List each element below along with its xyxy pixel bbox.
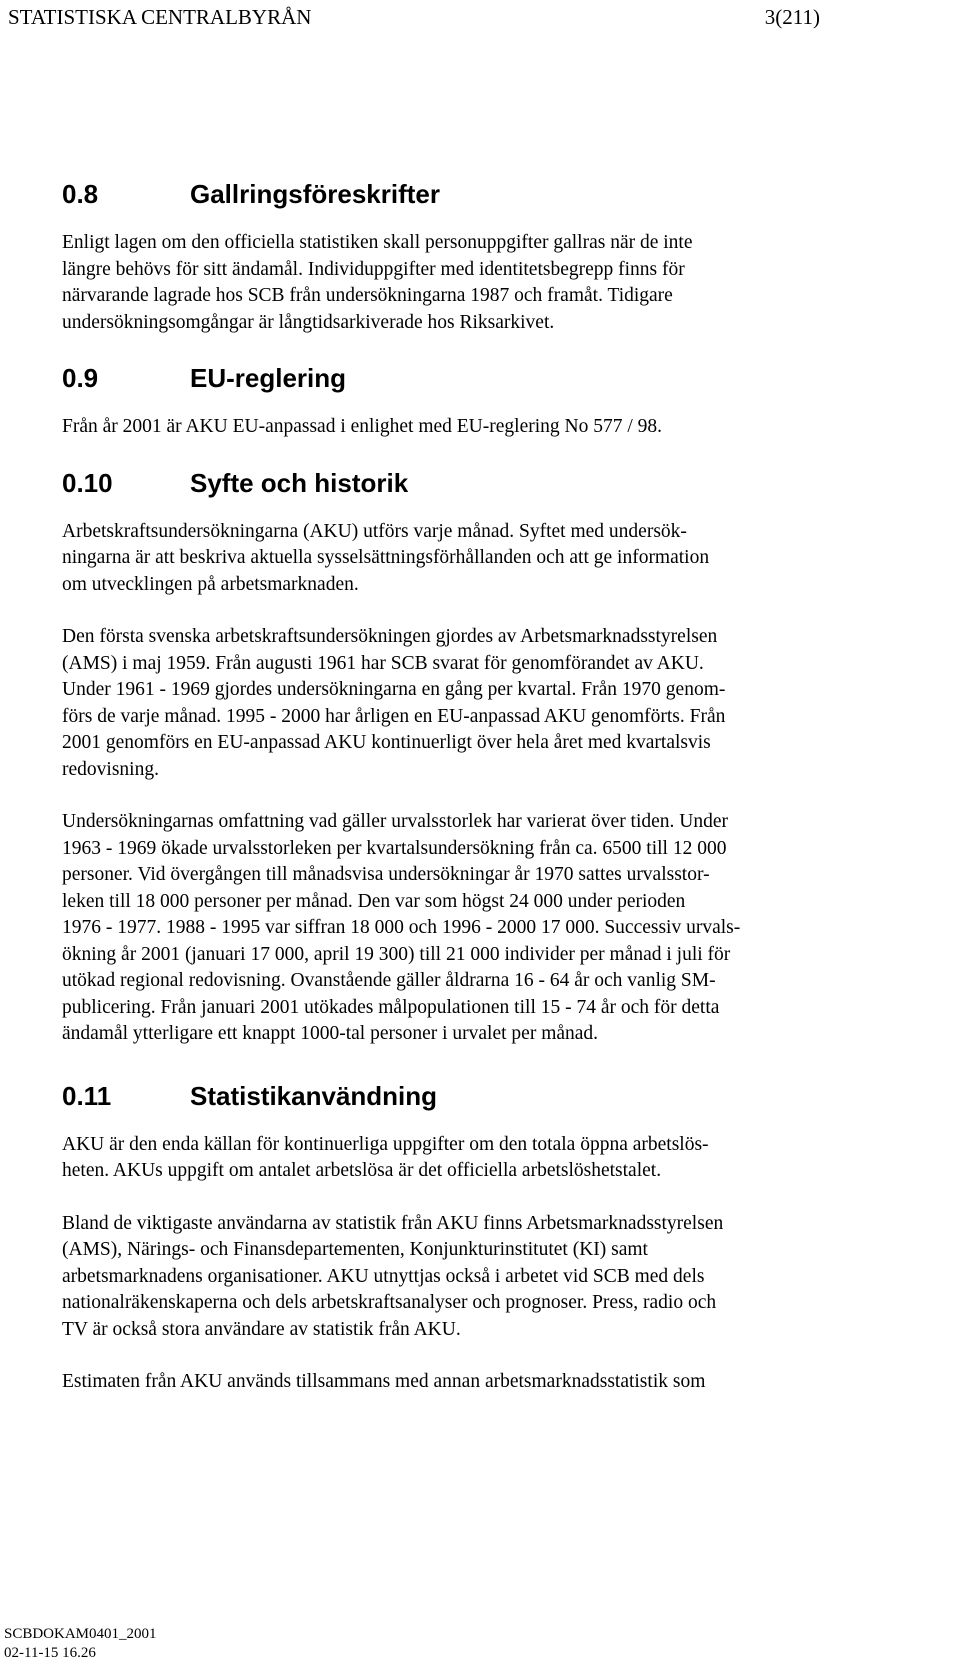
section-title: Statistikanvändning bbox=[190, 1080, 438, 1111]
section-number: 0.9 bbox=[62, 363, 99, 393]
section-number: 0.11 bbox=[62, 1080, 112, 1111]
section-heading-0-9 bbox=[62, 360, 942, 396]
paragraph: Den första svenska arbetskraftsundersökningen gjordes av Arbetsmarknadsstyrelsen (AMS) i maj 1959. Från augusti 1961 har SCB svarat för genomförandet av AKU. Under 1961 - 1969 gjordes undersökningarna en gång per kvartal. Från 1970 genom- förs de varje månad. 1995 - 2000 har årligen en EU-anpassad AKU genomförts. Från 2001 genomförs en EU-anpassad AKU kontinuerligt över hela året med kvartalsvis redovisning. bbox=[62, 626, 726, 780]
section-heading-0-8 bbox=[62, 176, 942, 212]
paragraph: Estimaten från AKU används tillsammans med annan arbetsmarknadsstatistik som bbox=[62, 1371, 706, 1392]
section-title: EU-reglering bbox=[190, 363, 347, 393]
section-number: 0.8 bbox=[62, 179, 99, 209]
section-title: Syfte och historik bbox=[190, 467, 409, 498]
paragraph: Enligt lagen om den officiella statistiken skall personuppgifter gallras när de inte längre behövs för sitt ändamål. Individuppgifter med identitetsbegrepp finns för närvarande lagrade hos SCB från undersökningarna 1987 och framåt. Tidigare undersökningsomgångar är långtidsarkiverade hos Riksarkivet. bbox=[62, 232, 693, 333]
section-title: Gallringsföreskrifter bbox=[190, 179, 440, 209]
page-footer bbox=[4, 1625, 157, 1663]
paragraph: AKU är den enda källan för kontinuerliga uppgifter om den totala öppna arbetslös- heten. AKUs uppgift om antalet arbetslösa är det officiella arbetslöshetstalet. bbox=[62, 1133, 709, 1181]
header-organization: STATISTISKA CENTRALBYRÅN bbox=[8, 5, 312, 29]
section-heading-0-10 bbox=[62, 465, 942, 501]
document-body bbox=[62, 176, 942, 1396]
paragraph: Arbetskraftsundersökningarna (AKU) utförs varje månad. Syftet med undersök- ningarna är att beskriva aktuella sysselsättningsförhållanden och att ge information om utvecklingen på arbetsmarknaden. bbox=[62, 520, 710, 595]
footer-date: 02-11-15 16.26 bbox=[4, 1645, 96, 1661]
footer-document-id: SCBDOKAM0401_2001 bbox=[4, 1626, 157, 1642]
header-page-number: 3(211) bbox=[764, 5, 820, 29]
section-number: 0.10 bbox=[62, 467, 113, 498]
paragraph: Från år 2001 är AKU EU-anpassad i enlighet med EU-reglering No 577 / 98. bbox=[62, 416, 663, 437]
section-heading-0-11 bbox=[62, 1078, 942, 1114]
paragraph: Bland de viktigaste användarna av statistik från AKU finns Arbetsmarknadsstyrelsen (AMS), Närings- och Finansdepartementen, Konjunkturinstitutet (KI) samt arbetsmarknadens organisationer. AKU utnyttjas också i arbetet vid SCB med dels nationalräkenskaperna och dels arbetskraftsanalyser och prognoser. Press, radio och TV är också stora användare av statistik från AKU. bbox=[62, 1212, 724, 1340]
paragraph: Undersökningarnas omfattning vad gäller urvalsstorlek har varierat över tiden. Under 1963 - 1969 ökade urvalsstorleken per kvartalsundersökning från ca. 6500 till 12 000 personer. Vid övergången till månadsvisa undersökningar år 1970 sattes urvalsstor- leken till 18 000 personer per månad. Den var som högst 24 000 under perioden 1976 - 1977. 1988 - 1995 var siffran 18 000 och 1996 - 2000 17 000. Successiv urvals- ökning år 2001 (januari 17 000, april 19 300) till 21 000 individer per månad i juli för utökad regional redovisning. Ovanstående gäller åldrarna 16 - 64 år och vanlig SM- publicering. Från januari 2001 utökades målpopulationen till 15 - 74 år och för detta ändamål ytterligare ett knappt 1000-tal personer i urvalet per månad. bbox=[62, 811, 741, 1044]
